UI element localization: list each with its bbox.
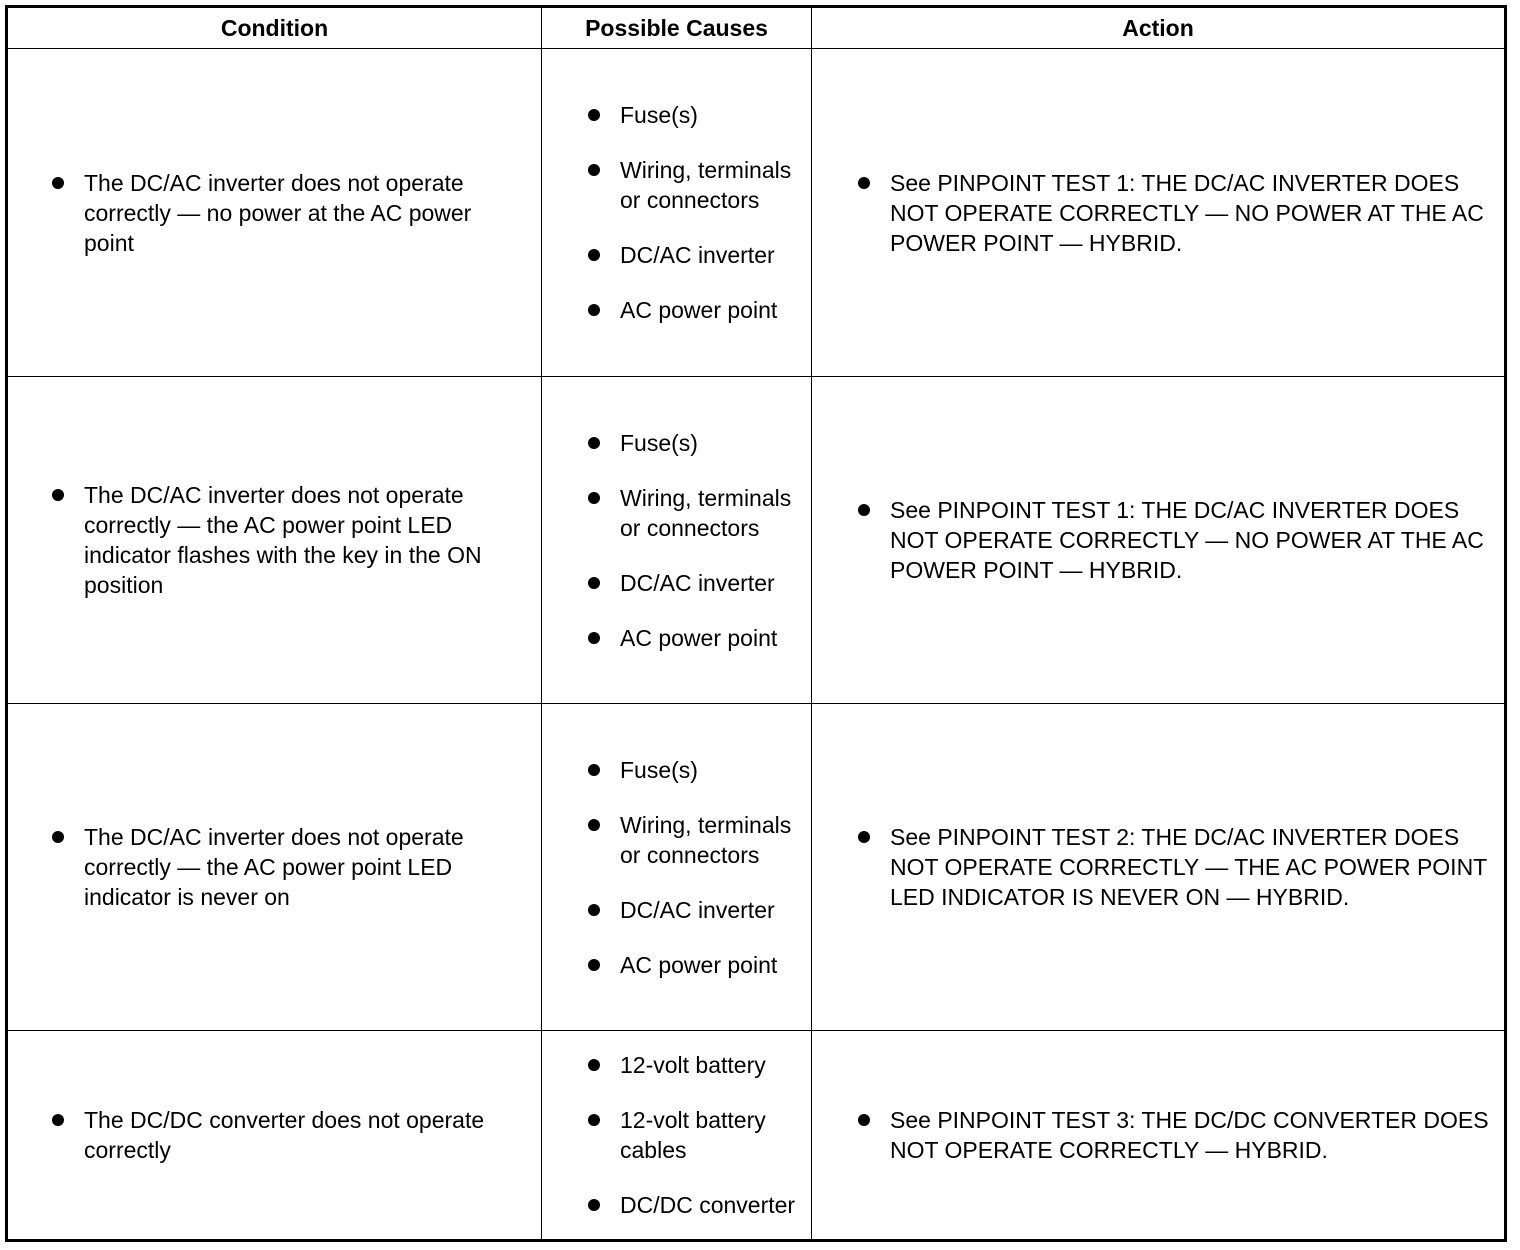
- causes-cell: [584, 377, 806, 703]
- bullet-icon: [858, 831, 870, 843]
- cause-item: [584, 428, 806, 458]
- bullet-icon: [52, 1114, 64, 1126]
- action-item-text: See PINPOINT TEST 1: THE DC/AC INVERTER DOES NOT OPERATE CORRECTLY — NO POWER AT THE AC POWER POINT — HYBRID.: [890, 169, 1484, 256]
- bullet-icon: [858, 177, 870, 189]
- header-condition: Condition: [220, 15, 329, 41]
- header-possible-causes: Possible Causes: [585, 15, 768, 41]
- bullet-icon: [52, 489, 64, 501]
- cause-item: [584, 155, 806, 215]
- cause-item: [584, 1050, 806, 1080]
- bullet-icon: [588, 492, 600, 504]
- cause-item-text: Wiring, terminals or connectors: [620, 157, 792, 213]
- cause-item: [584, 100, 806, 130]
- cause-item-text: AC power point: [620, 624, 778, 651]
- bullet-icon: [588, 819, 600, 831]
- cause-item-text: DC/AC inverter: [620, 896, 775, 923]
- cause-item: [584, 810, 806, 870]
- cause-item: [584, 623, 806, 653]
- cause-item: [584, 950, 806, 980]
- condition-cell: [48, 377, 523, 703]
- cause-item-text: Fuse(s): [620, 756, 698, 783]
- cause-item-text: Wiring, terminals or connectors: [620, 811, 792, 868]
- condition-item: [48, 480, 523, 600]
- condition-item-text: The DC/DC converter does not operate correctly: [84, 1107, 485, 1163]
- condition-cell: [48, 704, 523, 1030]
- action-cell: [854, 377, 1494, 703]
- bullet-icon: [52, 177, 64, 189]
- condition-item: [48, 822, 523, 912]
- condition-item: [48, 168, 523, 258]
- causes-cell: [584, 49, 806, 376]
- causes-cell: [584, 1031, 806, 1239]
- column-divider: [541, 8, 542, 1239]
- cause-item-text: Fuse(s): [620, 102, 698, 128]
- action-item-text: See PINPOINT TEST 3: THE DC/DC CONVERTER DOES NOT OPERATE CORRECTLY — HYBRID.: [890, 1107, 1489, 1163]
- cause-item-text: DC/AC inverter: [620, 569, 775, 596]
- action-item: [854, 822, 1494, 912]
- bullet-icon: [588, 1059, 600, 1071]
- cause-item: [584, 240, 806, 270]
- cause-item-text: 12-volt battery cables: [620, 1107, 766, 1163]
- cause-item: [584, 895, 806, 925]
- action-cell: [854, 1031, 1494, 1239]
- action-item: [854, 495, 1494, 585]
- diagnostic-table: [5, 5, 1507, 1242]
- bullet-icon: [588, 437, 600, 449]
- bullet-icon: [588, 164, 600, 176]
- condition-item-text: The DC/AC inverter does not operate correctly — no power at the AC power point: [84, 169, 472, 256]
- header-action: Action: [1122, 15, 1194, 41]
- condition-item-text: The DC/AC inverter does not operate correctly — the AC power point LED indicator is never on: [84, 824, 464, 910]
- action-item-text: See PINPOINT TEST 1: THE DC/AC INVERTER DOES NOT OPERATE CORRECTLY — NO POWER AT THE AC POWER POINT — HYBRID.: [890, 497, 1484, 583]
- causes-cell: [584, 704, 806, 1030]
- condition-item: [48, 1105, 523, 1165]
- bullet-icon: [588, 904, 600, 916]
- bullet-icon: [588, 249, 600, 261]
- condition-item-text: The DC/AC inverter does not operate correctly — the AC power point LED indicator flashes with the key in the ON position: [84, 482, 482, 598]
- cause-item-text: DC/AC inverter: [620, 242, 775, 268]
- cause-item: [584, 755, 806, 785]
- bullet-icon: [588, 1114, 600, 1126]
- action-item-text: See PINPOINT TEST 2: THE DC/AC INVERTER DOES NOT OPERATE CORRECTLY — THE AC POWER POINT LED INDICATOR IS NEVER ON — HYBRID.: [890, 824, 1487, 910]
- bullet-icon: [858, 504, 870, 516]
- cause-item: [584, 483, 806, 543]
- bullet-icon: [588, 109, 600, 121]
- cause-item-text: Wiring, terminals or connectors: [620, 484, 792, 541]
- cause-item: [584, 295, 806, 325]
- bullet-icon: [52, 831, 64, 843]
- bullet-icon: [588, 764, 600, 776]
- action-cell: [854, 49, 1494, 376]
- cause-item: [584, 1105, 806, 1165]
- cause-item-text: DC/DC converter: [620, 1192, 796, 1218]
- bullet-icon: [588, 959, 600, 971]
- cause-item-text: AC power point: [620, 951, 778, 978]
- action-item: [854, 168, 1494, 258]
- bullet-icon: [588, 1199, 600, 1211]
- cause-item: [584, 1190, 806, 1220]
- cause-item-text: Fuse(s): [620, 429, 698, 456]
- condition-cell: [48, 1031, 523, 1239]
- action-cell: [854, 704, 1494, 1030]
- bullet-icon: [588, 304, 600, 316]
- cause-item-text: 12-volt battery: [620, 1052, 766, 1078]
- action-item: [854, 1105, 1494, 1165]
- cause-item-text: AC power point: [620, 297, 778, 323]
- column-divider: [811, 8, 812, 1239]
- condition-cell: [48, 49, 523, 376]
- bullet-icon: [588, 577, 600, 589]
- bullet-icon: [858, 1114, 870, 1126]
- cause-item: [584, 568, 806, 598]
- bullet-icon: [588, 632, 600, 644]
